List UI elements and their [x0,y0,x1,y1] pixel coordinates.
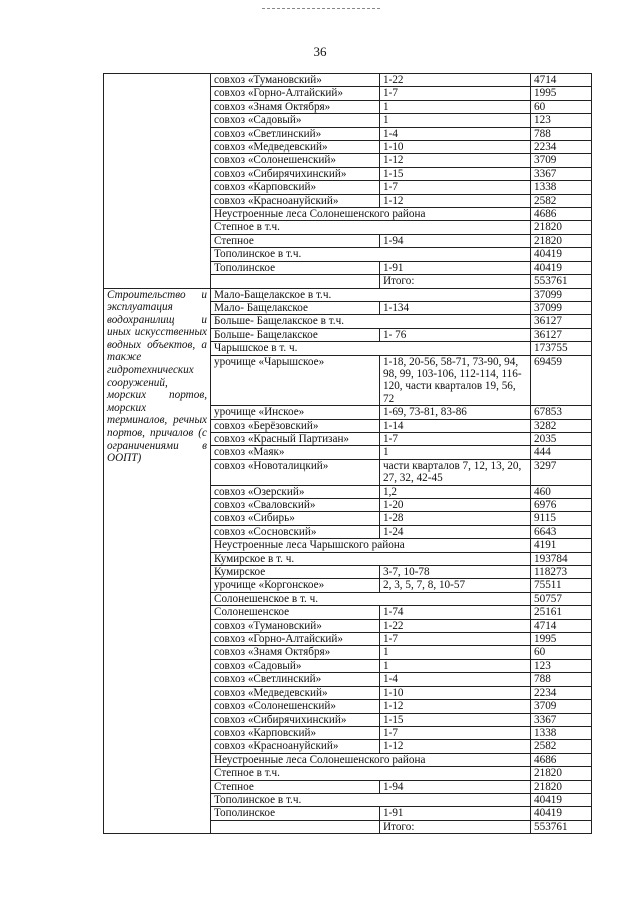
forest-name-cell: совхоз «Маяк» [211,446,380,459]
area-cell: 50757 [531,592,592,605]
forest-name-cell: урочище «Чарышское» [211,355,380,406]
area-cell: 36127 [531,315,592,328]
quarters-cell: 1-22 [380,74,531,87]
quarters-cell: 1 [380,646,531,659]
forest-name-cell: урочище «Коргонское» [211,579,380,592]
area-cell: 4714 [531,619,592,632]
quarters-cell: 1,2 [380,485,531,498]
area-cell: 6976 [531,499,592,512]
forest-name-cell: Больше- Бащелакское в т.ч. [211,315,531,328]
quarters-cell: 1-10 [380,686,531,699]
area-cell: 1995 [531,87,592,100]
quarters-cell: 1-15 [380,167,531,180]
forest-name-cell: совхоз «Красный Партизан» [211,432,380,445]
quarters-cell: части кварталов 7, 12, 13, 20, 27, 32, 42-45 [380,459,531,485]
area-cell: 460 [531,485,592,498]
page-number: 36 [313,44,327,59]
forest-name-cell: Тополинское [211,807,380,820]
quarters-cell: 1-134 [380,301,531,314]
forest-name-cell: совхоз «Солонешенский» [211,154,380,167]
area-cell: 1338 [531,726,592,739]
area-cell: 1338 [531,181,592,194]
table-row [104,288,592,301]
forest-name-cell: совхоз «Светлинский» [211,127,380,140]
quarters-cell: 1-4 [380,127,531,140]
quarters-cell: 1-69, 73-81, 83-86 [380,406,531,419]
quarters-cell: 1-10 [380,141,531,154]
forest-name-cell: совхоз «Сибирячихинский» [211,713,380,726]
area-cell: 21820 [531,221,592,234]
quarters-cell: 1-14 [380,419,531,432]
forest-name-cell: совхоз «Озерский» [211,485,380,498]
area-cell: 2234 [531,686,592,699]
forest-name-cell [211,275,380,288]
area-cell: 9115 [531,512,592,525]
area-cell: 6643 [531,525,592,538]
quarters-cell: 1-18, 20-56, 58-71, 73-90, 94, 98, 99, 103-106, 112-114, 116-120, части кварталов 19, 56, 72 [380,355,531,406]
forest-name-cell: Степное [211,780,380,793]
quarters-cell: Итого: [380,820,531,833]
forest-name-cell: совхоз «Горно-Алтайский» [211,633,380,646]
quarters-cell: 1-94 [380,780,531,793]
quarters-cell: 1-91 [380,261,531,274]
forest-name-cell: Степное в т.ч. [211,221,531,234]
quarters-cell: 1-12 [380,700,531,713]
forest-name-cell: совхоз «Сваловский» [211,499,380,512]
area-cell: 67853 [531,406,592,419]
forest-name-cell: Кумирское в т. ч. [211,552,531,565]
quarters-cell: 1-22 [380,619,531,632]
forest-name-cell: Кумирское [211,566,380,579]
area-cell: 3367 [531,167,592,180]
area-cell: 553761 [531,275,592,288]
forest-table [103,73,592,834]
forest-name-cell: совхоз «Знамя Октября» [211,100,380,113]
quarters-cell: Итого: [380,275,531,288]
quarters-cell: 1-15 [380,713,531,726]
forest-name-cell: Тополинское в т.ч. [211,793,531,806]
forest-name-cell: Мало- Бащелакское [211,301,380,314]
area-cell: 2582 [531,194,592,207]
forest-name-cell: Неустроенные леса Солонешенского района [211,753,531,766]
forest-name-cell: совхоз «Медведевский» [211,141,380,154]
forest-name-cell: совхоз «Новоталицкий» [211,459,380,485]
area-cell: 3709 [531,154,592,167]
table-row [104,74,592,87]
quarters-cell: 1-7 [380,181,531,194]
area-cell: 3297 [531,459,592,485]
forest-name-cell: Солонешенское [211,606,380,619]
forest-name-cell [211,820,380,833]
area-cell: 123 [531,659,592,672]
forest-name-cell: Солонешенское в т. ч. [211,592,531,605]
area-cell: 60 [531,100,592,113]
area-cell: 173755 [531,342,592,355]
area-cell: 4714 [531,74,592,87]
area-cell: 75511 [531,579,592,592]
forest-name-cell: совхоз «Карповский» [211,726,380,739]
quarters-cell: 1-24 [380,525,531,538]
forest-name-cell: Больше- Бащелакское [211,328,380,341]
quarters-cell: 1-94 [380,234,531,247]
quarters-cell: 1 [380,114,531,127]
area-cell: 4686 [531,208,592,221]
forest-name-cell: совхоз «Горно-Алтайский» [211,87,380,100]
forest-name-cell: Степное в т.ч. [211,767,531,780]
quarters-cell: 1-4 [380,673,531,686]
area-cell: 37099 [531,288,592,301]
area-cell: 25161 [531,606,592,619]
forest-name-cell: Неустроенные леса Солонешенского района [211,208,531,221]
area-cell: 788 [531,127,592,140]
area-cell: 40419 [531,261,592,274]
forest-name-cell: Мало-Бащелакское в т.ч. [211,288,531,301]
forest-name-cell: совхоз «Солонешенский» [211,700,380,713]
area-cell: 788 [531,673,592,686]
area-cell: 69459 [531,355,592,406]
forest-name-cell: Тополинское в т.ч. [211,248,531,261]
quarters-cell: 3-7, 10-78 [380,566,531,579]
quarters-cell: 1-91 [380,807,531,820]
purpose-cell: Строительство и эксплуатация водохранилищ и иных искусственных водных объектов, а также гидротехнических сооружений, морских портов, морских терминалов, речных портов, причалов (с ограничениями в ООПТ) [104,288,211,834]
area-cell: 2582 [531,740,592,753]
quarters-cell: 2, 3, 5, 7, 8, 10-57 [380,579,531,592]
quarters-cell: 1-74 [380,606,531,619]
area-cell: 4686 [531,753,592,766]
forest-name-cell: совхоз «Сосновский» [211,525,380,538]
area-cell: 40419 [531,248,592,261]
area-cell: 444 [531,446,592,459]
forest-name-cell: совхоз «Садовый» [211,659,380,672]
area-cell: 2035 [531,432,592,445]
purpose-cell-empty [104,74,211,289]
forest-name-cell: совхоз «Тумановский» [211,74,380,87]
quarters-cell: 1-7 [380,726,531,739]
forest-name-cell: совхоз «Тумановский» [211,619,380,632]
forest-name-cell: совхоз «Сибирячихинский» [211,167,380,180]
quarters-cell: 1-12 [380,740,531,753]
area-cell: 3367 [531,713,592,726]
area-cell: 123 [531,114,592,127]
quarters-cell: 1-12 [380,154,531,167]
quarters-cell: 1 [380,100,531,113]
area-cell: 3709 [531,700,592,713]
quarters-cell: 1-7 [380,432,531,445]
forest-name-cell: совхоз «Садовый» [211,114,380,127]
area-cell: 21820 [531,234,592,247]
quarters-cell: 1-20 [380,499,531,512]
area-cell: 4191 [531,539,592,552]
area-cell: 1995 [531,633,592,646]
forest-name-cell: Чарышское в т. ч. [211,342,531,355]
area-cell: 40419 [531,807,592,820]
forest-name-cell: совхоз «Карповский» [211,181,380,194]
quarters-cell: 1-7 [380,87,531,100]
quarters-cell: 1-7 [380,633,531,646]
area-cell: 3282 [531,419,592,432]
forest-name-cell: совхоз «Медведевский» [211,686,380,699]
forest-name-cell: совхоз «Сибирь» [211,512,380,525]
area-cell: 193784 [531,552,592,565]
forest-name-cell: Степное [211,234,380,247]
area-cell: 60 [531,646,592,659]
forest-name-cell: совхоз «Берёзовский» [211,419,380,432]
quarters-cell: 1 [380,446,531,459]
area-cell: 37099 [531,301,592,314]
forest-name-cell: совхоз «Красноануйский» [211,740,380,753]
forest-name-cell: урочище «Инское» [211,406,380,419]
area-cell: 36127 [531,328,592,341]
area-cell: 40419 [531,793,592,806]
area-cell: 118273 [531,566,592,579]
forest-name-cell: Неустроенные леса Чарышского района [211,539,531,552]
forest-name-cell: совхоз «Светлинский» [211,673,380,686]
quarters-cell: 1-28 [380,512,531,525]
quarters-cell: 1 [380,659,531,672]
area-cell: 21820 [531,780,592,793]
quarters-cell: 1- 76 [380,328,531,341]
quarters-cell: 1-12 [380,194,531,207]
top-rule [262,8,380,9]
forest-name-cell: Тополинское [211,261,380,274]
forest-name-cell: совхоз «Красноануйский» [211,194,380,207]
forest-name-cell: совхоз «Знамя Октября» [211,646,380,659]
area-cell: 2234 [531,141,592,154]
area-cell: 553761 [531,820,592,833]
area-cell: 21820 [531,767,592,780]
